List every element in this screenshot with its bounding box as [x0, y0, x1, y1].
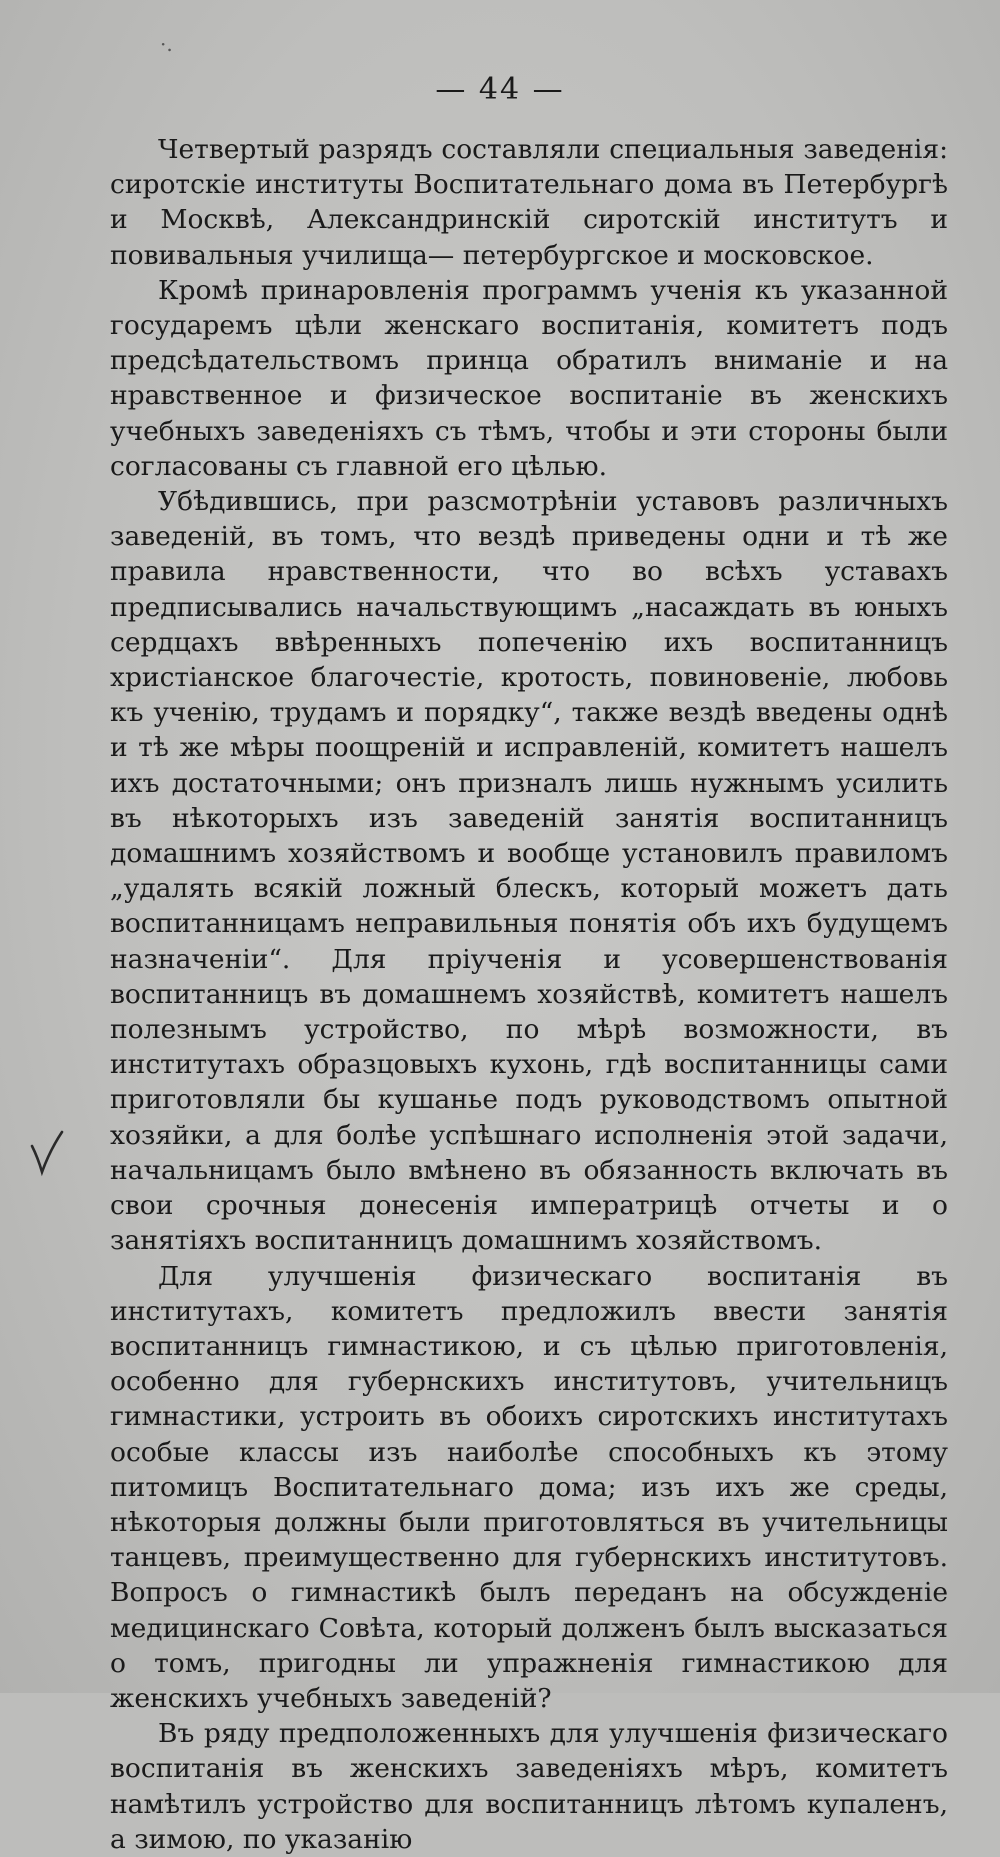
paragraph: Убѣдившись, при разсмотрѣніи уставовъ различныхъ заведеній, въ томъ, что вездѣ приведены одни и тѣ же правила нравственности, что во всѣхъ уставахъ предписывались начальствующимъ „насаждать въ юныхъ сердцахъ ввѣренныхъ попеченію ихъ воспитанницъ христіанское благочестіе, кротость, повиновеніе, любовь къ ученію, трудамъ и порядку“, также вездѣ введены однѣ и тѣ же мѣры поощреній и исправленій, комитетъ нашелъ ихъ достаточными; онъ призналъ лишь нужнымъ усилить въ нѣкоторыхъ изъ заведеній занятія воспитанницъ домашнимъ хозяйствомъ и вообще установилъ правиломъ „удалять всякій ложный блескъ, который можетъ дать воспитанницамъ неправильныя понятія объ ихъ будущемъ назначеніи“. Для пріученія и усовершенствованія воспитанницъ въ домашнемъ хозяйствѣ, комитетъ нашелъ полезнымъ устройство, по мѣрѣ возможности, въ институтахъ образцовыхъ кухонь, гдѣ воспитанницы сами приготовляли бы кушанье подъ руководствомъ опытной хозяйки, а для болѣе успѣшнаго исполненія этой задачи, начальницамъ было вмѣнено въ обязанность включать въ свои срочныя донесенія императрицѣ отчеты и о занятіяхъ воспитанницъ домашнимъ хозяйствомъ.	[110, 486, 948, 1257]
body-text	[110, 132, 948, 1857]
paragraph: Четвертый разрядъ составляли специальныя заведенія: сиротскіе институты Воспитательнаго дома въ Петербургѣ и Москвѣ, Александринскій сиротскій институтъ и повивальныя училища— петербургское и московское.	[110, 134, 948, 271]
stray-marks: ·.	[160, 32, 173, 56]
paragraph: Въ ряду предположенныхъ для улучшенія физическаго воспитанія въ женскихъ заведеніяхъ мѣръ, комитетъ намѣтилъ устройство для воспитанницъ лѣтомъ купаленъ, а зимою, по указанію	[110, 1718, 948, 1855]
page-number: — 44 —	[435, 72, 565, 107]
paragraph: Кромѣ принаровленія программъ ученія къ указанной государемъ цѣли женскаго воспитанія, комитетъ подъ предсѣдательствомъ принца обратилъ вниманіе и на нравственное и физическое воспитаніе въ женскихъ учебныхъ заведеніяхъ съ тѣмъ, чтобы и эти стороны были согласованы съ главной его цѣлью.	[110, 274, 948, 482]
checkmark-icon	[28, 1128, 66, 1178]
paragraph: Для улучшенія физическаго воспитанія въ институтахъ, комитетъ предложилъ ввести занятія воспитанницъ гимнастикою, и съ цѣлью приготовленія, особенно для губернскихъ институтовъ, учительницъ гимнастики, устроить въ обоихъ сиротскихъ институтахъ особые классы изъ наиболѣе способныхъ къ этому питомицъ Воспитательнаго дома; изъ ихъ же среды, нѣкоторыя должны были приготовляться въ учительницы танцевъ, преимущественно для губернскихъ институтовъ. Вопросъ о гимнастикѣ былъ переданъ на обсужденіе медицинскаго Совѣта, который долженъ былъ высказаться о томъ, пригодны ли упражненія гимнастикою для женскихъ учебныхъ заведеній?	[110, 1260, 948, 1714]
